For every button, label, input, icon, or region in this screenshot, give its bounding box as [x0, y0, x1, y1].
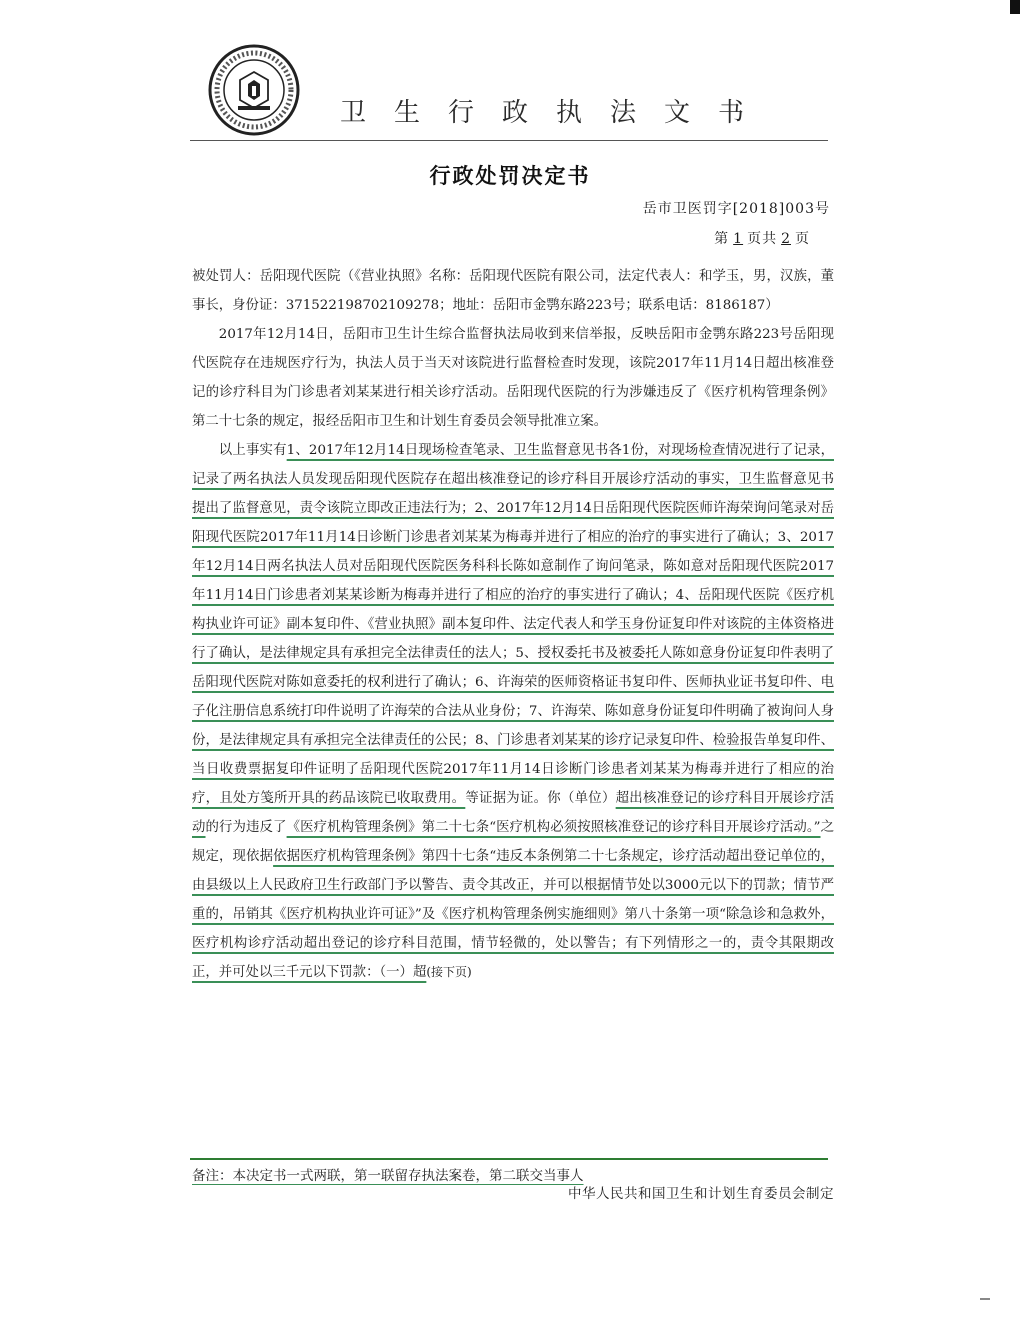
- continued-note: (接下页): [426, 965, 472, 979]
- evidence-items: 1、2017年12月14日现场检查笔录、卫生监督意见书各1份，对现场检查情况进行了记录，记录了两名执法人员发现岳阳现代医院存在超出核准登记的诊疗科目开展诊疗活动的事实，卫生监督意见书提出了监督意见，责令该院立即改正违法行为；2、2017年12月14日岳阳现代医院医师许海荣询问笔录对岳阳现代医院2017年11月14日诊断门诊患者刘某某为梅毒并进行了相应的治疗的事实进行了确认；3、2017年12月14日两名执法人员对岳阳现代医院医务科科长陈如意制作了询问笔录，陈如意对岳阳现代医院2017年11月14日门诊患者刘某某诊断为梅毒并进行了相应的治疗的事实进行了确认；4、岳阳现代医院《医疗机构执业许可证》副本复印件、《营业执照》副本复印件、法定代表人和学玉身份证复印件对该院的主体资格进行了确认，是法律规定具有承担完全法律责任的法人；5、授权委托书及被委托人陈如意身份证复印件表明了岳阳现代医院对陈如意委托的权利进行了确认；6、许海荣的医师资格证书复印件、医师执业证书复印件、电子化注册信息系统打印件说明了许海荣的合法从业身份；7、许海荣、陈如意身份证复印件明确了被询问人身份，是法律规定具有承担完全法律责任的公民；8、门诊患者刘某某的诊疗记录复印件、检验报告单复印件、当日收费票据复印件证明了岳阳现代医院2017年11月14日诊断门诊患者刘某某为梅毒并进行了相应的治疗，且处方笺所开具的药品该院已收取费用。: [192, 443, 834, 806]
- scan-edge-mark: [1010, 0, 1020, 14]
- violated-law: 《医疗机构管理条例》第二十七条“医疗机构必须按照核准登记的诊疗科目开展诊疗活动。”: [286, 820, 821, 835]
- page-total: 2: [781, 231, 791, 247]
- footer-divider: [190, 1158, 828, 1160]
- violation-mid: 的行为违反了: [205, 820, 287, 835]
- page-suffix: 页: [795, 231, 810, 247]
- page-prefix: 第: [714, 231, 730, 247]
- case-facts: 2017年12月14日，岳阳市卫生计生综合监督执法局收到来信举报，反映岳阳市金鹗东路223号岳阳现代医院存在违规医疗行为，执法人员于当天对该院进行监督检查时发现，该院2017年11月14日超出核准登记的诊疗科目为门诊患者刘某某进行相关诊疗活动。岳阳现代医院的行为涉嫌违反了《医疗机构管理条例》第二十七条的规定，报经岳阳市卫生和计划生育委员会领导批准立案。: [192, 327, 834, 429]
- issuing-organization: 中华人民共和国卫生和计划生育委员会制定: [568, 1186, 834, 1202]
- page-middle: 页共: [747, 231, 778, 247]
- evidence-paragraph: [192, 436, 834, 987]
- party-info: 被处罚人：岳阳现代医院（《营业执照》名称：岳阳现代医院有限公司，法定代表人：和学玉，男，汉族，董事长，身份证：371522198702109278；地址：岳阳市金鹗东路223号；联系电话：8186187）: [192, 269, 834, 313]
- remark-note: 备注：本决定书一式两联，第一联留存执法案卷，第二联交当事人: [192, 1168, 584, 1184]
- page-indicator: [714, 228, 810, 248]
- scan-bottom-mark: [980, 1298, 990, 1300]
- header-divider: [190, 140, 828, 141]
- violation-act: 超出核准登记的诊疗科目开展诊疗活动: [192, 791, 835, 835]
- evidence-close: 等证据为证。你（单位）: [465, 791, 616, 806]
- document-number: 岳市卫医罚字[2018]003号: [642, 201, 830, 217]
- evidence-lead: 以上事实有: [218, 443, 287, 458]
- penalty-basis: 依据医疗机构管理条例》第四十七条“违反本条例第二十七条规定，诊疗活动超出登记单位的，由县级以上人民政府卫生行政部门予以警告、责令其改正，并可以根据情节处以3000元以下的罚款；情节严重的，吊销其《医疗机构执业许可证》”及《医疗机构管理条例实施细则》第八十条第一项“除急诊和急救外，医疗机构诊疗活动超出登记的诊疗科目范围，情节轻微的，处以警告；有下列情形之一的，责令其限期改正，并可处以三千元以下罚款：（一）超: [192, 849, 835, 980]
- document-body: [192, 262, 834, 987]
- header-title: 卫生行政执法文书: [340, 98, 773, 128]
- health-inspection-emblem: [208, 44, 300, 136]
- document-title: 行政处罚决定书: [429, 164, 591, 188]
- basis-lead: 之规定，现依据: [192, 820, 835, 864]
- page-current: 1: [733, 231, 744, 247]
